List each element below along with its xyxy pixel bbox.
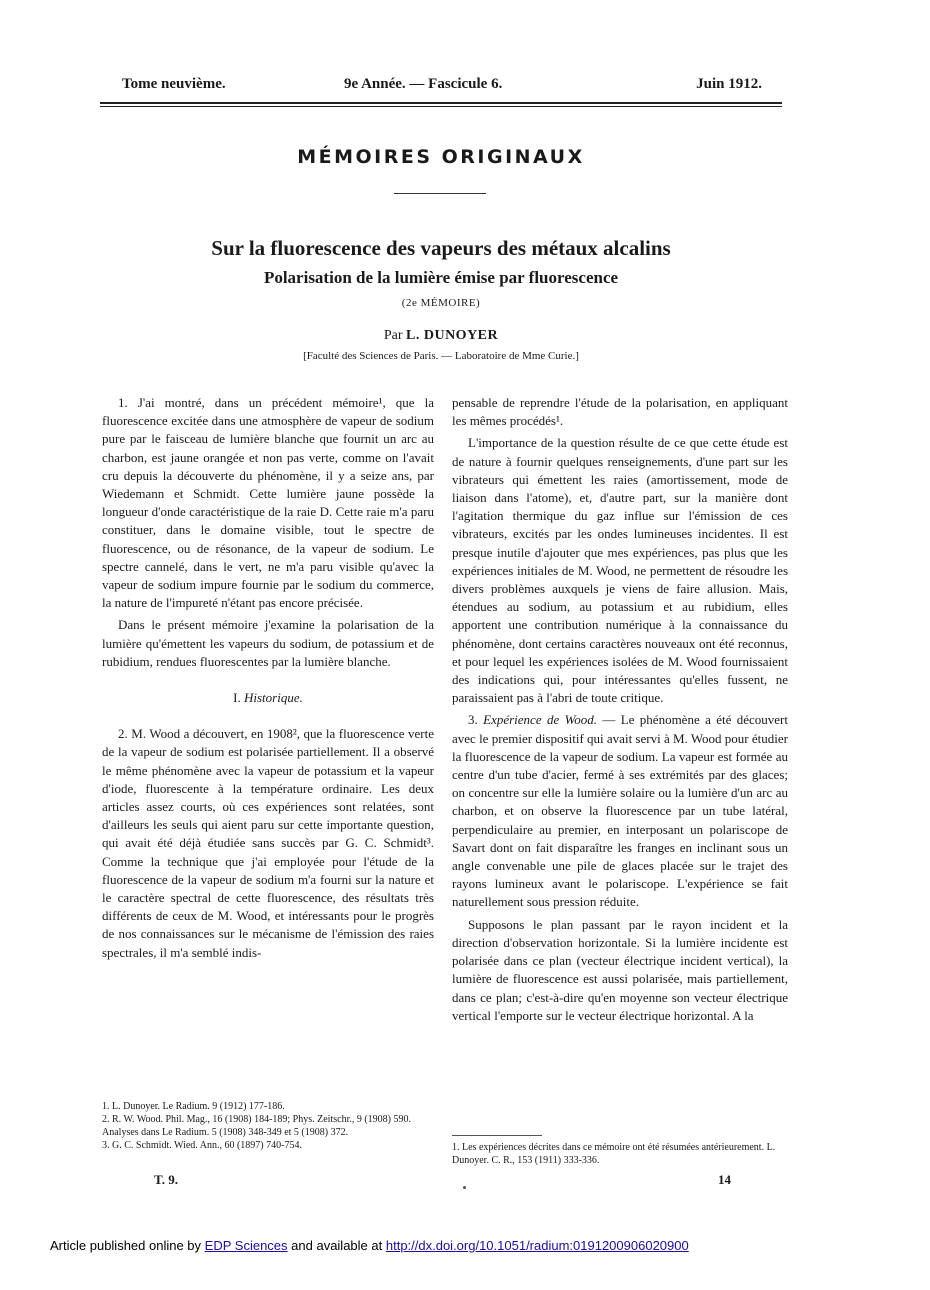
footer-volume: T. 9. xyxy=(154,1172,178,1187)
section-heading xyxy=(102,689,434,707)
section-title: MÉMOIRES ORIGINAUX xyxy=(297,146,585,168)
title-divider xyxy=(394,193,486,194)
paragraph-number: 3. xyxy=(468,712,478,728)
header-rule-thin xyxy=(100,106,782,107)
paragraph-continued: pensable de reprendre l'étude de la polarisation, en appliquant les mêmes procédés¹. xyxy=(452,395,788,429)
header-rule-thick xyxy=(100,102,782,104)
memoire-number: (2e MÉMOIRE) xyxy=(401,297,481,309)
footnote: 1. L. Dunoyer. Le Radium. 9 (1912) 177-186. xyxy=(102,1101,285,1112)
paragraph-1: 1. J'ai montré, dans un précédent mémoire¹, que la fluorescence excitée dans une atmosphère de vapeur de sodium pure par le faisceau de lumière blanche que fournit un arc au charbon, est jaune orangée et non pas verte, comme on l'avait cru depuis la découverte du phénomène, il y a seize ans, par Wiedemann et Schmidt. Cette lumière jaune possède la longueur d'onde caractéristique de la raie D. Cette raie m'a paru constituer, dans le domaine visible, tout le spectre de fluorescence, ou de résonance, de la vapeur de sodium. Le spectre cannelé, dans le vert, ne m'a paru visible qu'avec la vapeur de sodium impure fournie par le sodium du commerce, la nature de l'impureté n'étant pas encore précisée. xyxy=(102,395,434,611)
paragraph-importance: L'importance de la question résulte de ce que cette étude est de nature à fournir quelques renseignements, d'une part sur les vibrateurs qui émettent les raies (amortissement, mode de liaison dans l'atome), et, d'autre part, sur la manière dont l'agitation thermique du gaz influe sur l'émission de ces vibrateurs, excités par les ondes lumineuses incidentes. Il est presque inutile d'ajouter que mes expériences, pas plus que les expériences initiales de M. Wood, ne permettent de résoudre les divers problèmes auxquels je viens de faire allusion. Mais, étendues au sodium, au potassium et au rubidium, elles apportent une contribution numérique à la connaissance du phénomène, dont certains caractères nouveaux ont été reconnus, et pour lequel les expériences isolées de M. Wood fournissaient des indications qui, pour intéressantes qu'elles fussent, ne paraissaient pas à l'abri de toute critique. xyxy=(452,435,788,706)
issue-label: 9e Année. — Fascicule 6. xyxy=(344,76,503,92)
left-column xyxy=(102,394,434,966)
paragraph-lead: Expérience de Wood. xyxy=(483,712,597,728)
published-middle: and available at xyxy=(291,1238,383,1253)
published-line xyxy=(50,1238,689,1253)
publisher-link[interactable]: EDP Sciences xyxy=(204,1238,288,1253)
footnotes-right xyxy=(452,1141,788,1167)
paragraph-experience-wood xyxy=(452,711,788,911)
footer-signature: 14 xyxy=(718,1172,731,1187)
section-heading-number: I. xyxy=(233,690,241,706)
author-line xyxy=(0,328,882,344)
footer-mark xyxy=(463,1186,466,1189)
published-prefix: Article published online by xyxy=(50,1238,202,1253)
right-column xyxy=(452,394,788,1029)
paragraph-3: 2. M. Wood a découvert, en 1908², que la fluorescence verte de la vapeur de sodium est polarisée partiellement. Il a observé le même phénomène avec la vapeur de potassium et la vapeur d'iode, fluorescente à la température ordinaire. Les deux articles assez courts, où ces expériences sont relatées, sont d'ailleurs les seuls qui aient paru sur cette importante question, qui avait été déjà étudiée sans succès par G. C. Schmidt³. Comme la technique que j'ai employée pour l'étude de la fluorescence de la vapeur de sodium m'a fourni sur la nature et le caractère spectral de cette fluorescence, des résultats très différents de ceux de M. Wood, et intéressants pour le progrès de nos connaissances sur le mécanisme de l'émission des raies spectrales, il m'a semblé indis- xyxy=(102,726,434,960)
running-header xyxy=(122,76,762,98)
paragraph-supposons: Supposons le plan passant par le rayon incident et la direction d'observation horizontale. Si la lumière incidente est polarisée dans ce plan (vecteur électrique incident vertical), la lumière de fluorescence est aussi polarisée, mais partiellement, dans ce plan; c'est-à-dire qu'en moyenne son vecteur électrique vertical l'emporte sur le vecteur électrique horizontal. A la xyxy=(452,916,788,1023)
article-title: Sur la fluorescence des vapeurs des métaux alcalins xyxy=(211,236,671,260)
article-subtitle: Polarisation de la lumière émise par fluorescence xyxy=(263,268,619,287)
author-prefix: Par xyxy=(383,328,403,343)
footnote: 3. G. C. Schmidt. Wied. Ann., 60 (1897) 740-754. xyxy=(102,1140,302,1151)
doi-link[interactable]: http://dx.doi.org/10.1051/radium:0191200906020900 xyxy=(385,1238,689,1253)
footnotes-left xyxy=(102,1100,434,1152)
footnote: 2. R. W. Wood. Phil. Mag., 16 (1908) 184-189; Phys. Zeitschr., 9 (1908) 590. Analyses dans Le Radium. 5 (1908) 348-349 et 5 (1908) 372. xyxy=(102,1114,412,1138)
footnote-rule xyxy=(452,1135,542,1136)
paragraph-body: — Le phénomène a été découvert avec le premier dispositif qui avait servi à M. Wood pour étudier la fluorescence de la vapeur de sodium. La vapeur est formée au centre d'un tube d'acier, fermé à ses extrémités par des glaces; on concentre sur elle la lumière solaire ou la lumière d'un arc au charbon, et on observe la fluorescence par un tube latéral, perpendiculaire au premier, en interposant un polariscope de Savart dont on fait disparaître les franges en inclinant sous un angle convenable une pile de glaces placée sur le trajet des rayons lumineux avant le polariscope. L'expérience se fait naturellement sous pression réduite. xyxy=(452,712,788,910)
affiliation: [Faculté des Sciences de Paris. — Laboratoire de Mme Curie.] xyxy=(303,350,579,362)
paragraph-2: Dans le présent mémoire j'examine la polarisation de la lumière qu'émettent les vapeurs du sodium, de potassium et de rubidium, rendues fluorescentes par la lumière blanche. xyxy=(102,617,434,669)
author-name: L. DUNOYER xyxy=(406,328,499,343)
date-label: Juin 1912. xyxy=(696,76,762,92)
volume-label: Tome neuvième. xyxy=(122,76,226,92)
footnote: 1. Les expériences décrites dans ce mémoire ont été résumées antérieurement. L. Dunoyer. C. R., 153 (1911) 333-336. xyxy=(452,1142,776,1166)
section-heading-text: Historique. xyxy=(243,690,303,706)
